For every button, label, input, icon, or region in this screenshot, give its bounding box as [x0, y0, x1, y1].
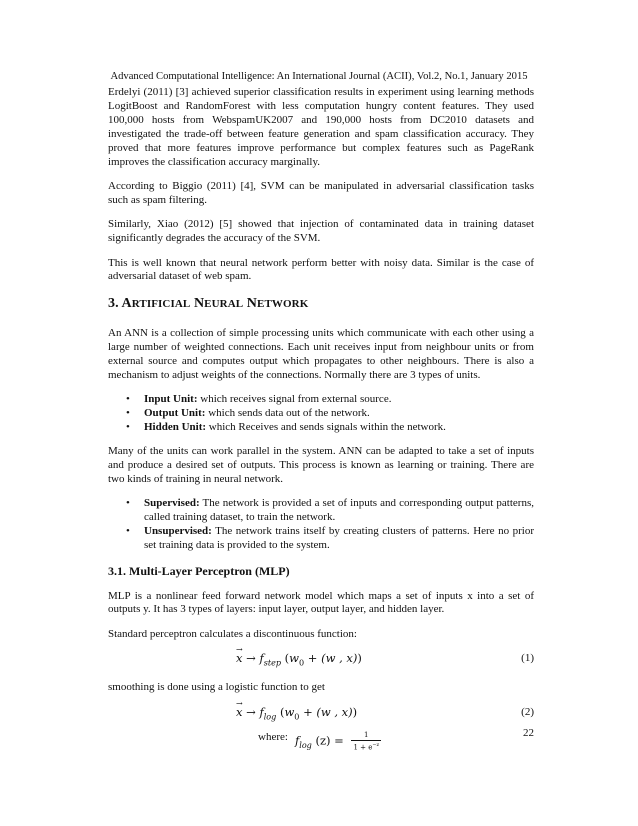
bullet-icon: • [126, 393, 130, 405]
paragraph-erdelyi: Erdelyi (2011) [3] achieved superior classification results in experiment using learning methods LogitBoost and RandomForest with less computation hungry content features. They used 100,000 hosts from WebspamUK2007 and 190,000 hosts from DC2010 datasets and investigated the trade-off between feature generation and spam classification accuracy. They proved that more features improve performance but complex features such as PageRank improves the classification accuracy marginally. [108, 86, 534, 168]
section-number: 3. [108, 295, 119, 311]
equation-2-number: (2) [521, 705, 534, 718]
list-item [108, 421, 534, 435]
list-desc: which receives signal from external source. [197, 393, 392, 405]
where-label: where: [258, 730, 288, 743]
list-term: Supervised: [144, 497, 200, 510]
logistic-definition [108, 727, 534, 753]
list-desc: The network is provided a set of inputs and corresponding output patterns, called training dataset, to train the network. [144, 497, 534, 524]
list-term: Output Unit: [144, 406, 206, 419]
list-item [108, 393, 534, 407]
running-head: Advanced Computational Intelligence: An International Journal (ACII), Vol.2, No.1, January 2015 [110, 71, 528, 82]
equation-1 [108, 652, 534, 669]
paragraph-standard-perceptron: Standard perceptron calculates a discontinuous function: [108, 627, 357, 640]
list-item [108, 497, 534, 525]
bullet-icon: • [126, 497, 130, 510]
paragraph-biggio: According to Biggio (2011) [4], SVM can be manipulated in adversarial classification tasks such as spam filtering. [108, 179, 534, 206]
list-item [108, 407, 534, 421]
unit-types-list [108, 393, 534, 435]
section-title-ann: 3. ARTIFICIAL NEURAL NETWORK [108, 295, 309, 311]
bullet-icon: • [126, 420, 130, 433]
logistic-function-formula: $f_{log}$ (z) = $\frac{1}{1 + e^{-z}}$ [295, 730, 380, 752]
paragraph-smoothing: smoothing is done using a logistic function to get [108, 681, 325, 694]
list-term: Input Unit: [144, 393, 198, 405]
bullet-icon: • [126, 525, 130, 538]
subsection-title-mlp: 3.1. Multi-Layer Perceptron (MLP) [108, 563, 290, 578]
paragraph-ann-intro: An ANN is a collection of simple processing units which communicate with each other using a large number of weighted connections. Each unit receives input from neighbour units or from external source and computes output which propagates to other neighbours. There is also a mechanism to adjust weights of the connections. Normally there are 3 types of units. [108, 326, 534, 381]
equation-2 [108, 706, 534, 723]
paragraph-noisy-data: This is well known that neural network perform better with noisy data. Similar is the case of adversarial dataset of web spam. [108, 256, 534, 283]
list-item [108, 525, 534, 553]
bullet-icon: • [126, 406, 130, 419]
list-desc: which sends data out of the network. [205, 406, 370, 419]
list-term: Unsupervised: [144, 525, 212, 538]
training-types-list [108, 497, 534, 553]
equation-2-formula: → $x \to f_{log}$ ($w_0 + (w$ , x)) [236, 706, 357, 724]
equation-1-formula: → $x \to f_{step}$ ($w_0 + (w$ , x)) [236, 652, 362, 670]
equation-1-number: (1) [521, 652, 534, 665]
list-desc: which Receives and sends signals within the network. [206, 420, 446, 433]
list-term: Hidden Unit: [144, 420, 207, 433]
page-number: 22 [523, 727, 534, 739]
paragraph-training-intro: Many of the units can work parallel in the system. ANN can be adapted to take a set of inputs and produce a desired set of outputs. This process is known as learning or training. There are two kinds of training in neural network. [108, 445, 534, 486]
page-content [108, 86, 534, 753]
list-desc: The network trains itself by creating clusters of patterns. Here no prior set training data is provided to the system. [144, 525, 534, 552]
paragraph-mlp-intro: MLP is a nonlinear feed forward network model which maps a set of inputs x into a set of outputs y. It has 3 types of layers: input layer, output layer, and hidden layer. [108, 589, 534, 616]
logistic-fraction: $\frac{1}{1 + e^{-z}}$ [353, 730, 380, 752]
paragraph-xiao: Similarly, Xiao (2012) [5] showed that injection of contaminated data in training dataset significantly degrades the accuracy of the SVM. [108, 218, 534, 245]
